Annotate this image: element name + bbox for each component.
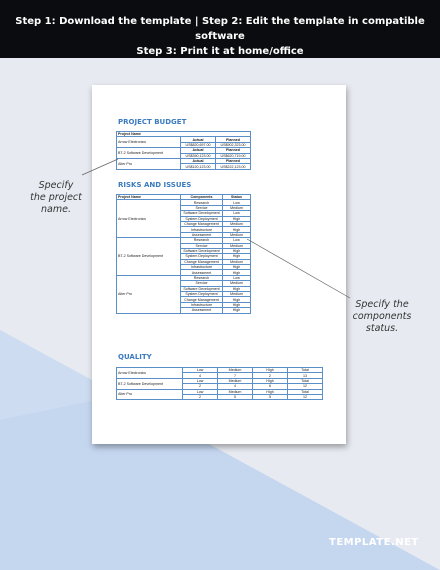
quality-value: 13	[288, 373, 323, 378]
risk-status: Low	[223, 211, 251, 216]
risk-component: System Deployment	[181, 216, 223, 221]
risk-status: Medium	[223, 221, 251, 226]
risk-status: Medium	[223, 205, 251, 210]
budget-col-planned: Planned	[216, 137, 251, 142]
risk-component: Change Management	[181, 259, 223, 264]
callout-line: name.	[41, 204, 71, 215]
budget-row-name: BT-2 Software Development	[117, 148, 181, 159]
quality-value: 2	[183, 384, 218, 389]
risk-component: Service	[181, 281, 223, 286]
risk-status: Low	[223, 238, 251, 243]
quality-value: 4	[183, 373, 218, 378]
quality-header: Medium	[218, 368, 253, 373]
quality-project-name: Alter Pro	[117, 389, 183, 400]
budget-actual-value: US$120,123.00	[181, 164, 216, 169]
budget-row-name: Arrow Electronics	[117, 137, 181, 148]
risks-table	[116, 194, 251, 314]
risk-project-name: BT-2 Software Development	[117, 238, 181, 276]
callout-line: components	[352, 311, 412, 322]
risks-col-components: Components	[181, 195, 223, 200]
budget-table	[116, 131, 251, 170]
risk-status: High	[223, 216, 251, 221]
quality-value: 2	[183, 394, 218, 399]
quality-header: High	[253, 389, 288, 394]
budget-planned-value: US$620,719.00	[216, 153, 251, 158]
risk-component: Change Management	[181, 297, 223, 302]
risk-status: High	[223, 302, 251, 307]
risk-component: Assessment	[181, 232, 223, 237]
budget-row-name: Alter Pro	[117, 158, 181, 169]
risk-status: Medium	[223, 292, 251, 297]
risk-status: Medium	[223, 259, 251, 264]
callout-line: the project	[30, 192, 82, 203]
risk-status: High	[223, 254, 251, 259]
template-document	[92, 85, 346, 444]
instruction-banner	[0, 0, 440, 58]
quality-value: 5	[218, 394, 253, 399]
risk-component: Research	[181, 275, 223, 280]
risks-col-status: Status	[223, 195, 251, 200]
budget-col-actual: Actual	[181, 137, 216, 142]
risk-status: High	[223, 286, 251, 291]
risk-status: Low	[223, 275, 251, 280]
risk-component: Infrastructure	[181, 302, 223, 307]
risks-title: RISKS AND ISSUES	[118, 181, 192, 189]
risk-status: High	[223, 265, 251, 270]
quality-header: Medium	[218, 389, 253, 394]
template-net-logo[interactable]: TEMPLATE.NET	[329, 537, 419, 548]
risk-component: Research	[181, 200, 223, 205]
callout-project-name	[28, 180, 84, 216]
budget-actual-value: US$820,697.00	[181, 142, 216, 147]
risk-project-name: Arrow Electronics	[117, 200, 181, 238]
quality-value: 4	[218, 384, 253, 389]
risk-status: Low	[223, 200, 251, 205]
quality-header: Total	[288, 378, 323, 383]
callout-components-status	[344, 299, 420, 335]
risk-status: Medium	[223, 232, 251, 237]
risk-component: Assessment	[181, 270, 223, 275]
banner-line-1: Step 1: Download the template | Step 2: Edit the template in compatible software	[15, 16, 425, 42]
quality-project-name: Arrow Electronics	[117, 368, 183, 379]
quality-header: Medium	[218, 378, 253, 383]
budget-col-planned: Planned	[216, 148, 251, 153]
risk-status: High	[223, 308, 251, 313]
quality-value: 12	[288, 394, 323, 399]
budget-col-planned: Planned	[216, 158, 251, 163]
budget-actual-value: US$390,123.00	[181, 153, 216, 158]
budget-col-actual: Actual	[181, 148, 216, 153]
budget-title: PROJECT BUDGET	[118, 118, 187, 126]
risk-status: High	[223, 227, 251, 232]
budget-planned-value: US$222,123.00	[216, 164, 251, 169]
quality-value: 6	[253, 384, 288, 389]
quality-header: Low	[183, 389, 218, 394]
risk-status: High	[223, 270, 251, 275]
budget-col-actual: Actual	[181, 158, 216, 163]
risk-status: Medium	[223, 243, 251, 248]
quality-project-name: BT-2 Software Development	[117, 378, 183, 389]
risk-component: Infrastructure	[181, 227, 223, 232]
risk-project-name: Alter Pro	[117, 275, 181, 313]
risk-component: Change Management	[181, 221, 223, 226]
risk-status: High	[223, 248, 251, 253]
banner-line-2: Step 3: Print it at home/office	[136, 46, 304, 57]
risk-component: Service	[181, 205, 223, 210]
quality-value: 5	[253, 394, 288, 399]
quality-header: Total	[288, 368, 323, 373]
risk-component: Software Development	[181, 211, 223, 216]
callout-line: Specify	[38, 180, 74, 191]
quality-value: 7	[218, 373, 253, 378]
quality-header: High	[253, 378, 288, 383]
risk-component: Infrastructure	[181, 265, 223, 270]
risk-status: Medium	[223, 281, 251, 286]
quality-header: Total	[288, 389, 323, 394]
callout-line: status.	[365, 323, 399, 334]
budget-planned-value: US$902,323.00	[216, 142, 251, 147]
risk-component: Research	[181, 238, 223, 243]
quality-header: Low	[183, 368, 218, 373]
quality-value: 12	[288, 384, 323, 389]
risk-component: System Deployment	[181, 292, 223, 297]
quality-title: QUALITY	[118, 353, 152, 361]
callout-line: Specify the	[355, 299, 409, 310]
risk-status: High	[223, 297, 251, 302]
risk-component: Software Development	[181, 248, 223, 253]
quality-header: Low	[183, 378, 218, 383]
risk-component: Assessment	[181, 308, 223, 313]
risk-component: System Deployment	[181, 254, 223, 259]
quality-table	[116, 367, 323, 400]
quality-header: High	[253, 368, 288, 373]
risk-component: Service	[181, 243, 223, 248]
risks-col-project: Project Name	[117, 195, 181, 200]
budget-header: Project Name	[117, 132, 251, 137]
risk-component: Software Development	[181, 286, 223, 291]
quality-value: 2	[253, 373, 288, 378]
